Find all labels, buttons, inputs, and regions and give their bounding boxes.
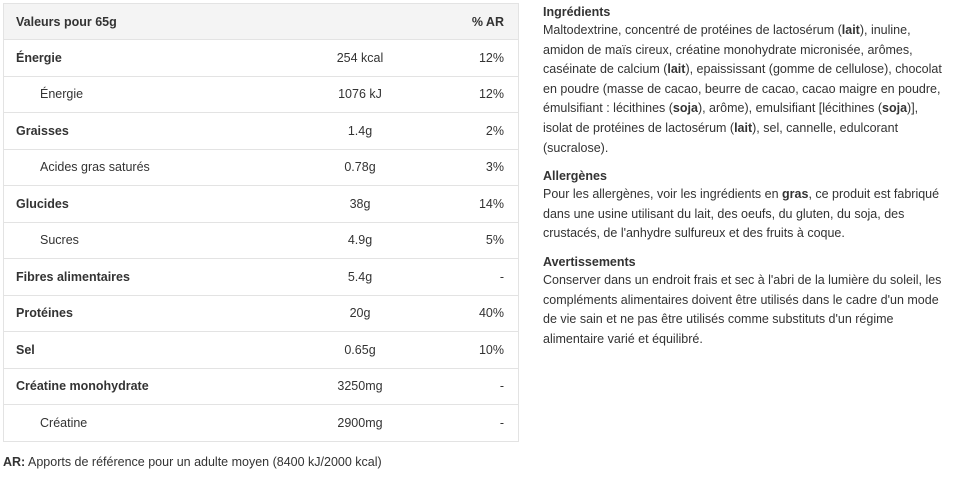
nutrient-ar: 40% [430,295,519,332]
nutrient-value: 2900mg [290,405,430,442]
nutrient-name: Sucres [4,222,291,259]
ingredients-text [543,21,948,158]
nutrient-name: Créatine monohydrate [4,368,291,405]
text-segment: ), arôme), emulsifiant [lécithines ( [697,101,883,116]
ingredients-title: Ingrédients [543,5,611,19]
table-row [4,405,519,442]
nutrient-ar: 14% [430,186,519,223]
nutrient-ar: - [430,405,519,442]
allergen-highlight: lait [734,120,753,135]
text-segment: Maltodextrine, concentré de protéines de lactosérum ( [543,23,842,37]
allergen-highlight: lait [841,23,860,37]
header-name: Valeurs pour 65g [4,4,291,40]
text-segment: Pour les allergènes, voir les ingrédients en [543,187,783,202]
nutrient-value: 0.78g [290,149,430,186]
nutrient-name: Énergie [4,76,291,113]
header-ar: % AR [430,4,519,40]
nutrient-ar: 2% [430,113,519,150]
nutrient-name: Protéines [4,295,291,332]
nutrient-ar: - [430,368,519,405]
allergen-highlight: gras [782,187,809,202]
warnings-text: Conserver dans un endroit frais et sec à l'abri de la lumière du soleil, les compléments alimentaires doivent être utilisés dans le cadre d'un mode de vie sain et ne pas être utilisés comme substituts d'un régime alimentaire varié et équilibré. [543,272,942,346]
allergens-title: Allergènes [543,169,607,184]
nutrient-name: Fibres alimentaires [4,259,291,296]
ar-footnote [3,455,382,469]
nutrient-ar: 12% [430,76,519,113]
nutrient-name: Sel [4,332,291,369]
table-row [4,332,519,369]
nutrition-table-container [3,3,519,442]
nutrition-table [3,3,519,442]
nutrient-value: 38g [290,186,430,223]
text-segment: ), sel, cannelle, edulcorant (sucralose). [543,120,899,155]
nutrient-ar: 5% [430,222,519,259]
table-row [4,40,519,77]
product-info-panel [543,4,948,359]
footnote-text: Apports de référence pour un adulte moyen (8400 kJ/2000 kcal) [25,455,382,469]
nutrient-value: 3250mg [290,368,430,405]
header-value [290,4,430,40]
table-row [4,186,519,223]
table-row [4,295,519,332]
text-segment: ), epaississant (gomme de cellulose), chocolat en poudre (masse de cacao, beurre de cacao, cacao maigre en poudre, émulsifiant : lécithines ( [543,62,942,116]
table-row [4,222,519,259]
table-row [4,113,519,150]
nutrient-value: 1076 kJ [290,76,430,113]
text-segment: )], isolat de protéines de lactosérum ( [543,101,919,135]
allergen-highlight: soja [672,101,698,116]
table-row [4,149,519,186]
table-header-row [4,4,519,40]
footnote-label: AR: [3,455,26,469]
nutrient-value: 254 kcal [290,40,430,77]
nutrient-value: 0.65g [290,332,430,369]
nutrient-name: Graisses [4,113,291,150]
nutrient-value: 1.4g [290,113,430,150]
table-row [4,76,519,113]
text-segment: ), inuline, amidon de maïs cireux, créatine monohydrate micronisée, arômes, caséinate de calcium ( [543,23,913,77]
allergen-highlight: soja [882,101,908,116]
text-segment: , ce produit est fabriqué dans une usine utilisant du lait, des oeufs, du gluten, du soja, des crustacés, de l'anhydre sulfureux et des fruits à coque. [543,187,940,241]
nutrient-value: 4.9g [290,222,430,259]
nutrient-ar: 3% [430,149,519,186]
nutrient-ar: 12% [430,40,519,77]
allergens-text [543,185,948,244]
table-row [4,368,519,405]
nutrient-name: Énergie [4,40,291,77]
nutrition-table-body [4,40,519,442]
nutrient-ar: - [430,259,519,296]
nutrient-name: Créatine [4,405,291,442]
nutrient-name: Acides gras saturés [4,149,291,186]
table-row [4,259,519,296]
nutrient-value: 5.4g [290,259,430,296]
nutrient-ar: 10% [430,332,519,369]
nutrient-name: Glucides [4,186,291,223]
allergen-highlight: lait [667,62,686,77]
warnings-title: Avertissements [543,254,636,269]
nutrient-value: 20g [290,295,430,332]
